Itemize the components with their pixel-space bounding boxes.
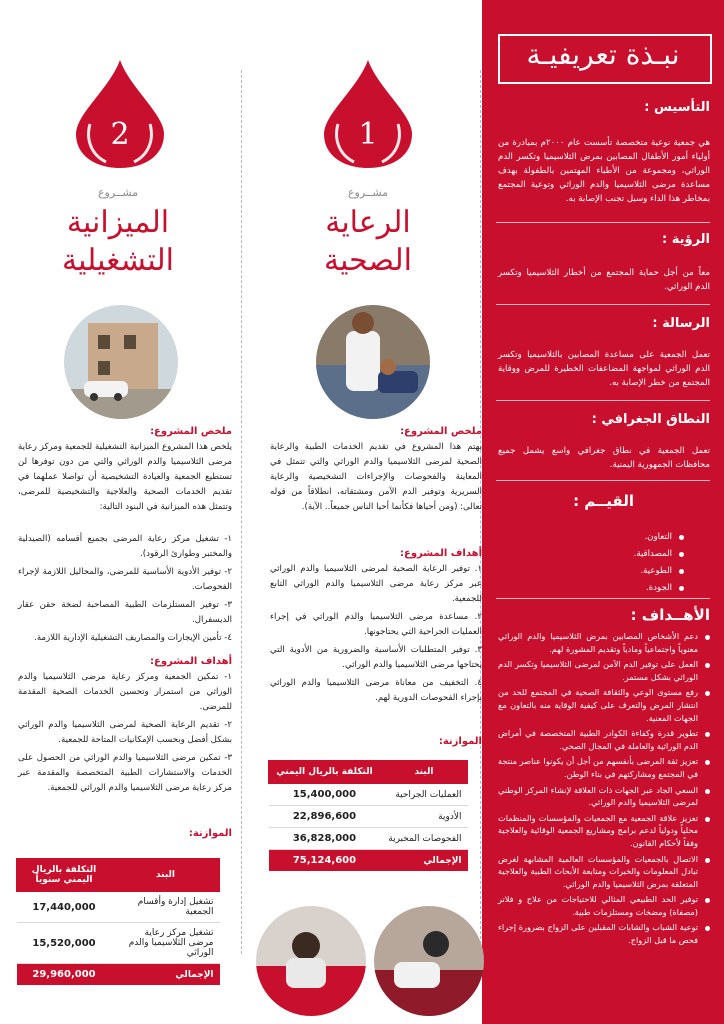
budget-item: ٤- تأمين الإيجارات والمصاريف التشغيلية الإدارية اللازمة. <box>34 633 232 643</box>
summary-heading: ملخص المشروع: <box>150 426 232 437</box>
row-cost: 17,440,000 <box>17 892 112 923</box>
row-cost: 22,896,600 <box>269 806 381 828</box>
goals-heading: أهداف المشروع: <box>150 656 232 667</box>
budget-items-list <box>18 532 232 649</box>
value-item: المصداقية. <box>504 547 684 561</box>
budget-item: ١- تشغيل مركز رعاية المرضى بجميع أقسامه (الصيدلية والمختبر وطوارئ الرقود). <box>18 534 232 559</box>
budget-item: ٣- توفير المستلزمات الطبية المصاحبة لضخة حقن عقار الديسفرال. <box>18 600 232 625</box>
project-title-line: الميزانية <box>66 205 170 240</box>
summary-text: يلخص هذا المشروع الميزانية التشغيلية للجمعية ومركز رعاية مرضى الثلاسيميا والدم الوراثي والتي من دون توفرها لن تستطيع الجمعية والعيادة التشخيصية أن تواصلا عملهما في تقديم الخدمات الصحية والعلاجية والتشخيصية للمرضى، وتتمثل هذه الميزانية في البنود التالية: <box>18 442 232 512</box>
goal-item: دعم الأشخاص المصابين بمرض الثلاسيميا والدم الوراثي معنوياً واجتماعياً ومادياً وتقديم المشورة لهم. <box>498 630 710 655</box>
mission-heading: الرسالة : <box>652 316 710 331</box>
patient-photo <box>374 906 484 1016</box>
doctor-photo <box>316 305 430 419</box>
goal-item: ٣- تمكين مرضى الثلاسيميا والدم الوراثي من الحصول على الخدمات والاستشارات الطبية المتخصصة والمقدمة عبر مركز رعاية مرضى الثلاسيميا والدم الوراثي للجمعية. <box>18 753 232 793</box>
row-item: العمليات الجراحية <box>380 784 467 806</box>
goal-item: تعزيز علاقة الجمعية مع الجمعيات والمؤسسات والمنظمات محلياً ودولياً لدعم برامج ومشاريع الجمعية الوقائية والعلاجية وفقاً لأحكام القانون. <box>498 812 710 850</box>
row-cost: 36,828,000 <box>269 828 381 850</box>
scope-text: تعمل الجمعية في نطاق جغرافي واسع يشمل جميع محافظات الجمهورية اليمنية. <box>498 446 710 470</box>
project-kicker: مشــروع <box>347 186 389 199</box>
patient-photo <box>256 906 366 1016</box>
total-value: 29,960,000 <box>17 964 112 986</box>
budget-heading: الموازنة: <box>438 736 482 747</box>
table-row <box>17 923 220 964</box>
summary-text: يهتم هذا المشروع في تقديم الخدمات الطبية والرعاية الصحية لمرضى الثلاسيميا والدم الوراثي والتي تتمثل في المعاينة والفحوصات والإجراءات التشخيصية والرعاية السريرية وتوفير الدم الآمن ومشتقاته، انطلاقاً من قوله تعالى: (ومن أحياها فكأنما أحيا الناس جميعاً.. الآية). <box>270 442 482 512</box>
column-separator <box>241 70 242 954</box>
project-number: 2 <box>110 117 130 152</box>
blood-drop-icon <box>318 58 418 170</box>
divider <box>496 222 710 223</box>
budget-table <box>268 760 468 871</box>
goals-list <box>18 670 232 799</box>
goal-item: الاتصال بالجمعيات والمؤسسات العالمية المشابهة لغرض تبادل المعلومات والخبرات ومتابعة الأبحاث الطبية والعلاجية المتعلقة بمرض الثلاسيميا والدم الوراثي. <box>498 853 710 891</box>
vision-heading: الرؤية : <box>662 232 710 247</box>
goals-list <box>498 630 710 950</box>
row-cost: 15,400,000 <box>269 784 381 806</box>
total-value: 75,124,600 <box>269 850 381 872</box>
value-item: التعاون. <box>504 530 684 544</box>
total-row <box>269 850 468 872</box>
vision-text: معاً من أجل حماية المجتمع من أخطار الثلاسيميا وتكسر الدم الوراثي. <box>498 268 710 292</box>
row-item: تشغيل إدارة وأقسام الجمعية <box>112 892 220 923</box>
project-title-line: التشغيلية <box>62 243 174 278</box>
goal-item: ٣. توفير المتطلبات الأساسية والضرورية من الأدوية التي يحتاجها مرضى الثلاسيميا والدم الوراثي. <box>270 645 482 670</box>
goal-item: توفير الحد الطبيعي المثالي للاحتياجات من علاج و فلاتر (مصفاة) ومضخات ومستلزمات طبية. <box>498 893 710 918</box>
summary-heading: ملخص المشروع: <box>400 426 482 437</box>
intro-column <box>482 0 724 1024</box>
goal-item: ١- تمكين الجمعية ومركز رعاية مرضى الثلاسيميا والدم الوراثي من استمرار وتحسين الخدمات الصحية المقدمة للمرضى. <box>18 672 232 712</box>
table-row <box>17 892 220 923</box>
scope-heading: النطاق الجغرافي : <box>591 412 710 427</box>
col-header-item: البند <box>380 761 467 784</box>
goal-item: العمل على توفير الدم الآمن لمرضى الثلاسيميا وتكسر الدم الوراثي بشكل مستمر. <box>498 658 710 683</box>
building-photo <box>64 305 178 419</box>
table-row <box>269 806 468 828</box>
project-1-column <box>254 0 482 1024</box>
col-header-cost: التكلفة بالريال اليمني سنوياً <box>17 859 112 892</box>
divider <box>496 304 710 305</box>
goal-item: ٢. مساعدة مرضى الثلاسيميا والدم الوراثي في إجراء العمليات الجراحية التي يحتاجونها. <box>270 612 482 637</box>
blood-drop-icon <box>70 58 170 170</box>
row-item: الأدوية <box>380 806 467 828</box>
founding-heading: التأسيس : <box>644 100 710 115</box>
row-cost: 15,520,000 <box>17 923 112 964</box>
goals-heading: الأهــداف : <box>630 606 710 624</box>
divider <box>496 598 710 599</box>
budget-item: ٢- توفير الأدوية الأساسية للمرضى، والمحاليل اللازمة لإجراء الفحوصات. <box>18 567 232 592</box>
project-kicker: مشــروع <box>97 186 139 199</box>
goal-item: ٤. التخفيف من معاناة مرضى الثلاسيميا والدم الوراثي بإجراء الفحوصات الدورية لهم. <box>270 678 482 703</box>
intro-title: نبـذة تعريفيـة <box>526 38 680 71</box>
project-title <box>254 204 482 280</box>
row-item: تشغيل مركز رعاية مرضى الثلاسيميا والدم الوراثي <box>112 923 220 964</box>
project-title-line: الرعاية <box>325 205 411 240</box>
budget-table <box>16 858 220 985</box>
goal-item: السعي الجاد عبر الجهات ذات العلاقة لإنشاء المركز الوطني لمرضى الثلاسيميا والدم الوراثي. <box>498 784 710 809</box>
col-header-item: البند <box>112 859 220 892</box>
values-heading: القيــم : <box>573 492 634 510</box>
col-header-cost: التكلفة بالريال اليمني <box>269 761 381 784</box>
values-list <box>504 530 684 598</box>
value-item: الجودة. <box>504 581 684 595</box>
budget-heading: الموازنة: <box>188 828 232 839</box>
founding-text: هي جمعية نوعية متخصصة تأسست عام ٢٠٠٠م بمبادرة من أولياء أمور الأطفال المصابين بمرض الثلاسيميا وتكسر الدم الوراثي، ومجموعة من الأطباء المهتمين بالطفولة بهدف مساعدة مرضى الثلاسيميا والدم الوراثي وتوعية المجتمع بمخاطر هذا الداء وسبل تجنب الإصابة به. <box>498 138 711 204</box>
goal-item: تعزيز ثقة المرضى بأنفسهم من أجل أن يكونوا عناصر منتجة في المجتمع ومشاركتهم في بناء الوطن. <box>498 755 710 780</box>
table-row <box>269 828 468 850</box>
table-row <box>269 784 468 806</box>
goal-item: تطوير قدرة وكفاءة الكوادر الطبية المتخصصة في أمراض الدم الوراثية والعاملة في المجال الصحي. <box>498 727 710 752</box>
total-label: الإجمالي <box>112 964 220 986</box>
project-2-column <box>4 0 232 1024</box>
goal-item: توعية الشباب والشابات المقبلين على الزواج بضرورة إجراء فحص ما قبل الزواج. <box>498 921 710 946</box>
project-title-line: الصحية <box>324 243 412 278</box>
goal-item: ٢- تقديم الرعاية الصحية لمرضى الثلاسيميا والدم الوراثي بشكل أفضل وبحسب الإمكانيات المتاحة للجمعية. <box>18 720 232 745</box>
goal-item: رفع مستوى الوعي والثقافة الصحية في المجتمع للحد من انتشار المرض والتعرف على كيفية الوقاية منه بالتعاون مع الجهات المعنية. <box>498 686 710 724</box>
row-item: الفحوصات المخبرية <box>380 828 467 850</box>
divider <box>496 400 710 401</box>
goals-heading: أهداف المشروع: <box>400 548 482 559</box>
divider <box>496 480 710 481</box>
project-title <box>4 204 232 280</box>
total-row <box>17 964 220 986</box>
goal-item: ١. توفير الرعاية الصحية لمرضى الثلاسيميا والدم الوراثي عبر مركز رعاية مرضى الثلاسيميا والدم الوراثي التابع للجمعية. <box>270 564 482 604</box>
goals-list <box>270 562 482 709</box>
total-label: الإجمالي <box>380 850 467 872</box>
mission-text: تعمل الجمعية على مساعدة المصابين بالثلاسيميا وتكسر الدم الوراثي لمواجهة المضاعفات الخطيرة للمرض ووقاية المجتمع من خطر الإصابة به. <box>498 350 710 388</box>
project-number: 1 <box>358 117 378 152</box>
value-item: الطوعية. <box>504 564 684 578</box>
